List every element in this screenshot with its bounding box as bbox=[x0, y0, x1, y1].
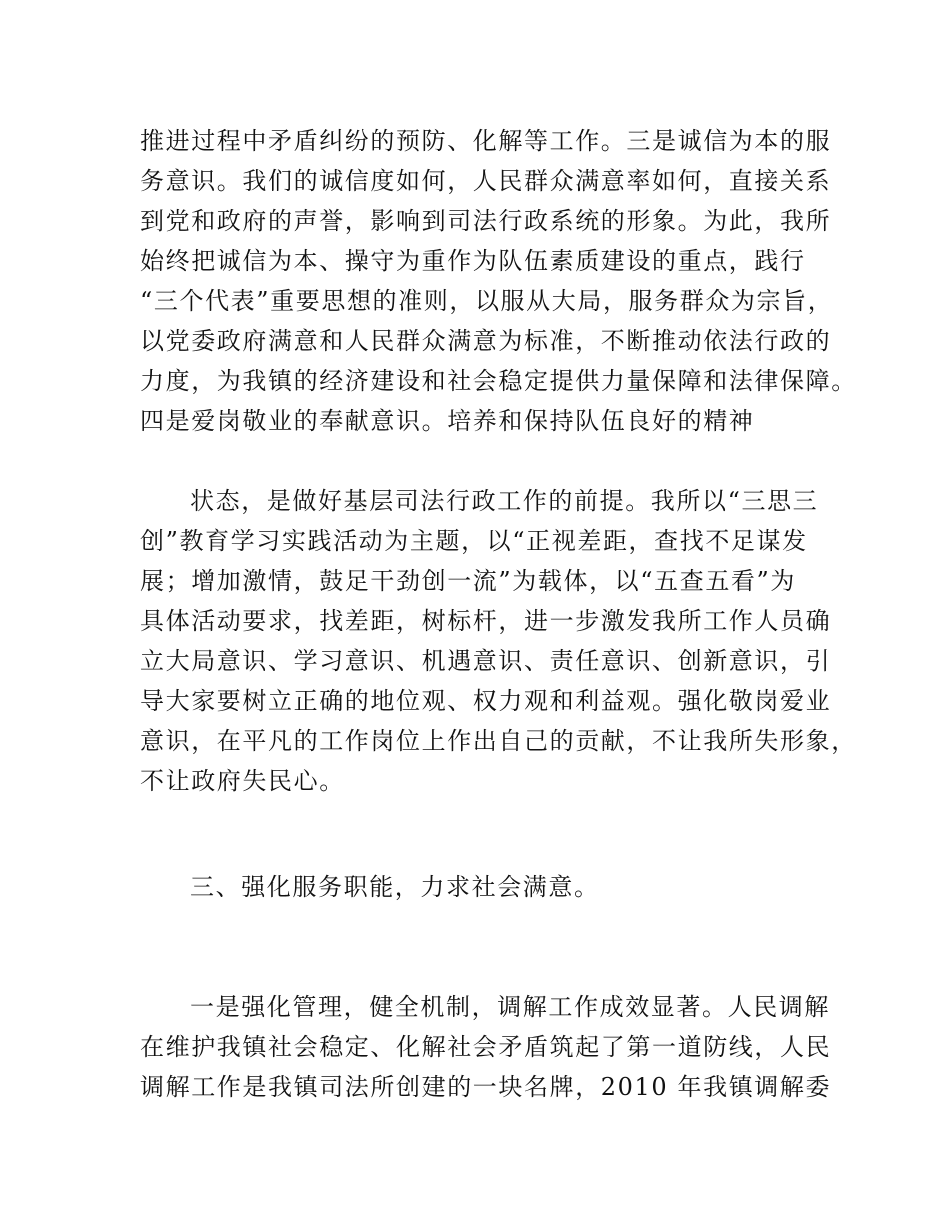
text-line: 展；增加激情，鼓足干劲创一流”为载体，以“五查五看”为 bbox=[140, 567, 797, 595]
text-line: 以党委政府满意和人民群众满意为标准，不断推动依法行政的 bbox=[140, 327, 832, 355]
text-line: “三个代表”重要思想的准则，以服从大局，服务群众为宗旨， bbox=[140, 287, 834, 315]
text-line: 调解工作是我镇司法所创建的一块名牌，2010 年我镇调解委 bbox=[140, 1073, 832, 1101]
text-line: 始终把诚信为本、操守为重作为队伍素质建设的重点，践行 bbox=[140, 247, 806, 275]
text-line: 推进过程中矛盾纠纷的预防、化解等工作。三是诚信为本的服 bbox=[140, 127, 832, 155]
text-line: 立大局意识、学习意识、机遇意识、责任意识、创新意识，引 bbox=[140, 647, 832, 675]
text-line: 不让政府失民心。 bbox=[140, 767, 345, 795]
text-line: 状态，是做好基层司法行政工作的前提。我所以“三思三 bbox=[190, 487, 819, 515]
text-line: 到党和政府的声誉，影响到司法行政系统的形象。为此，我所 bbox=[140, 207, 832, 235]
text-line: 意识，在平凡的工作岗位上作出自己的贡献，不让我所失形象， bbox=[140, 727, 857, 755]
text-line: 创”教育学习实践活动为主题，以“正视差距，查找不足谋发 bbox=[140, 527, 808, 555]
text-line: 一是强化管理，健全机制，调解工作成效显著。人民调解 bbox=[190, 993, 830, 1021]
text-line: 导大家要树立正确的地位观、权力观和利益观。强化敬岗爱业 bbox=[140, 687, 832, 715]
text-line: 具体活动要求，找差距，树标杆，进一步激发我所工作人员确 bbox=[140, 607, 832, 635]
text-line: 力度，为我镇的经济建设和社会稳定提供力量保障和法律保障。 bbox=[140, 367, 857, 395]
text-line: 在维护我镇社会稳定、化解社会矛盾筑起了第一道防线，人民 bbox=[140, 1033, 832, 1061]
text-line: 务意识。我们的诚信度如何，人民群众满意率如何，直接关系 bbox=[140, 167, 832, 195]
text-line: 四是爱岗敬业的奉献意识。培养和保持队伍良好的精神 bbox=[140, 407, 755, 435]
section-heading: 三、强化服务职能，力求社会满意。 bbox=[190, 873, 600, 901]
